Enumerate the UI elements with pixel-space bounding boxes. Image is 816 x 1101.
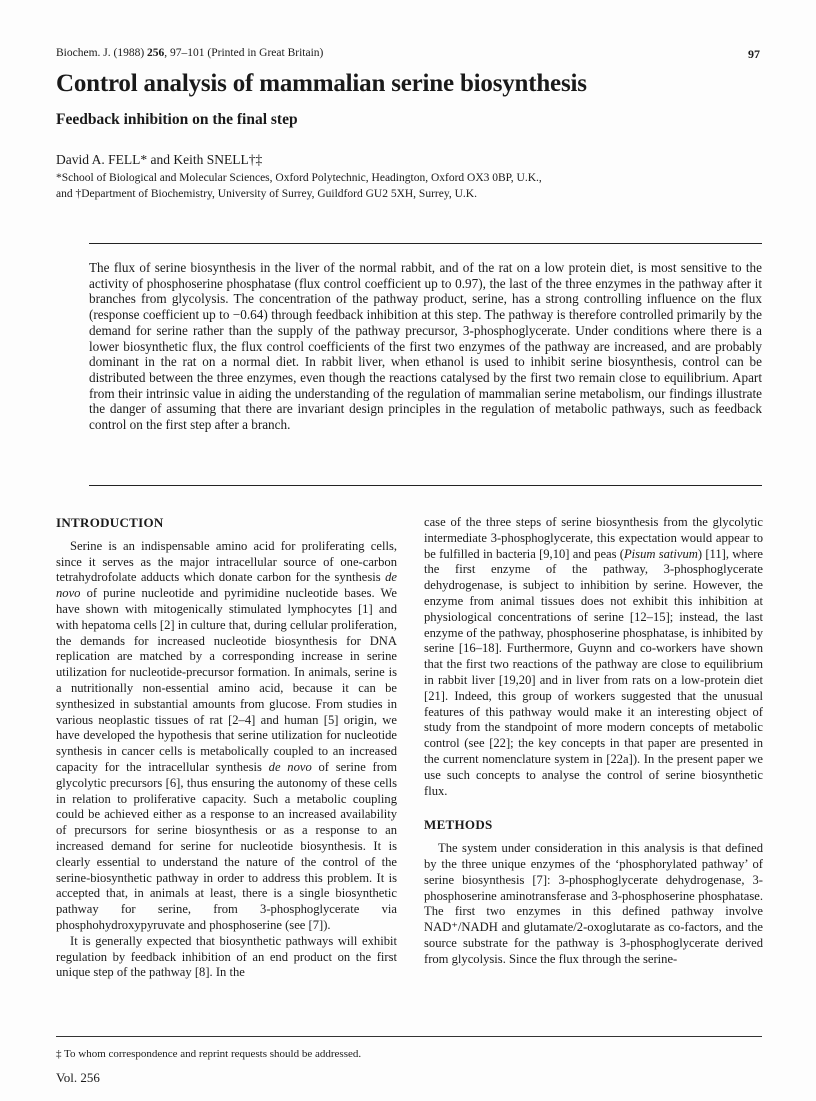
affiliations — [56, 170, 776, 202]
introduction-heading: INTRODUCTION — [56, 515, 164, 530]
affiliation-1: *School of Biological and Molecular Sciences, Oxford Polytechnic, Headington, Oxford OX3 0BP, U.K., — [56, 172, 542, 184]
affiliation-2: and †Department of Biochemistry, University of Surrey, Guildford GU2 5XH, Surrey, U.K. — [56, 188, 477, 200]
journal-name: Biochem. J. — [56, 47, 111, 59]
article-title: Control analysis of mammalian serine biosynthesis — [56, 70, 587, 97]
author-list: David A. FELL* and Keith SNELL†‡ — [56, 152, 263, 167]
abstract: The flux of serine biosynthesis in the liver of the normal rabbit, and of the rat on a low protein diet, is most sensitive to the activity of phosphoserine phosphatase (flux control coefficient up to 0.97), the last of the three enzymes in the pathway after it branches from glycolysis. The concentration of the pathway product, serine, has a strong controlling influence on the flux (response coefficient up to −0.64) through feedback inhibition at this step. The pathway is therefore controlled primarily by the demand for serine rather than the supply of the pathway precursor, 3-phosphoglycerate. Under conditions where there is a lower biosynthetic flux, the flux control coefficients of the first two enzymes of the pathway are increased, and are probably dominant in the rat on a normal diet. In rabbit liver, when ethanol is used to inhibit serine biosynthesis, control can be distributed between the three enzymes, even though the reactions catalysed by the first two remain close to equilibrium. Apart from their intrinsic value in aiding the understanding of the regulation of mammalian serine metabolism, our findings illustrate the danger of assuming that there are invariant design principles in the regulation of metabolic pathways, such as feedback control on the first step after a branch. — [89, 260, 762, 433]
footnote: ‡ To whom correspondence and reprint requests should be addressed. — [56, 1048, 362, 1060]
volume-label: Vol. 256 — [56, 1070, 100, 1085]
citation-pages: , 97–101 (Printed in Great Britain) — [164, 47, 324, 59]
article-subtitle: Feedback inhibition on the final step — [56, 111, 298, 128]
abstract-bottom-rule — [89, 485, 762, 486]
left-column — [56, 515, 397, 981]
page-number: 97 — [748, 47, 760, 61]
running-header — [56, 47, 323, 59]
introduction-paragraph-1: Serine is an indispensable amino acid for proliferating cells, since it serves as the major intracellular source of one-carbon tetrahydrofolate adducts which donate carbon for the synthesis de novo of purine nucleotide and pyrimidine nucleotide bases. We have shown with mitogenically stimulated lymphocytes [1] and with hepatoma cells [2] in culture that, during cellular proliferation, the demands for increased nucleotide biosynthesis for DNA replication are matched by a corresponding increase in serine utilization for nucleotide-precursor formation. In animals, serine is a nutritionally non-essential amino acid, because it can be synthesized in substantial amounts from glucose. From studies in various neoplastic tissues of rat [2–4] and human [5] origin, we have developed the hypothesis that serine utilization for nucleotide synthesis in cancer cells is metabolically coupled to an increased capacity for the intracellular synthesis de novo of serine from glycolytic precursors [6], thus ensuring the autonomy of these cells in relation to proliferative capacity. Such a metabolic coupling could be achieved either as a response to an increased availability of precursors for serine biosynthesis or as a response to an increased demand for serine for nucleotide biosynthesis. It is clearly essential to understand the nature of the control of the serine-biosynthetic pathway in order to address this problem. It is accepted that, in animals at least, there is a single biosynthetic pathway for serine, from 3-phosphoglycerate via phosphohydroxypyruvate and phosphoserine (see [7]). — [56, 538, 397, 932]
introduction-paragraph-3: case of the three steps of serine biosynthesis from the glycolytic intermediate 3-phosphoglycerate, this expectation would appear to be fulfilled in bacteria [9,10] and peas (Pisum sativum) [11], where the first enzyme of the pathway, 3-phosphoglycerate dehydrogenase, is subject to inhibition by serine. However, the enzyme from animal tissues does not exhibit this inhibition at physiological concentrations of serine [12–15]; instead, the last enzyme of the pathway, phosphoserine phosphatase, is inhibited by serine [16–18]. Furthermore, Guynn and co-workers have shown that the first two reactions of the pathway are close to equilibrium in rabbit liver [19,20] and in liver from rats on a low-protein diet [21]. Indeed, this group of workers suggested that the unusual features of this pathway would make it an interesting object of study from the standpoint of more modern concepts of metabolic control (see [22]; the key concepts in that paper are presented in the current nomenclature system in [22a]). In the present paper we use such concepts to analyse the control of serine biosynthetic flux. — [424, 515, 763, 798]
methods-paragraph-1: The system under consideration in this analysis is that defined by the three unique enzymes of the ‘phosphorylated pathway’ of serine biosynthesis [7]: 3-phosphoglycerate dehydrogenase, 3-phosphoserine aminotransferase and 3-phosphoserine phosphatase. The first two enzymes in this defined pathway involve NAD⁺/NADH and glutamate/2-oxoglutarate as co-factors, and the source substrate for the pathway is 3-phosphoglycerate derived from glycolysis. Since the flux through the serine- — [424, 841, 763, 966]
right-column — [424, 515, 763, 968]
footnote-rule — [56, 1036, 762, 1037]
introduction-paragraph-2: It is generally expected that biosynthetic pathways will exhibit regulation by feedback inhibition of an end product on the first unique step of the pathway [8]. In the — [56, 933, 397, 980]
methods-heading: METHODS — [424, 817, 493, 833]
journal-volume: 256 — [147, 47, 165, 59]
citation-year: (1988) — [110, 47, 148, 59]
abstract-top-rule — [89, 243, 762, 244]
